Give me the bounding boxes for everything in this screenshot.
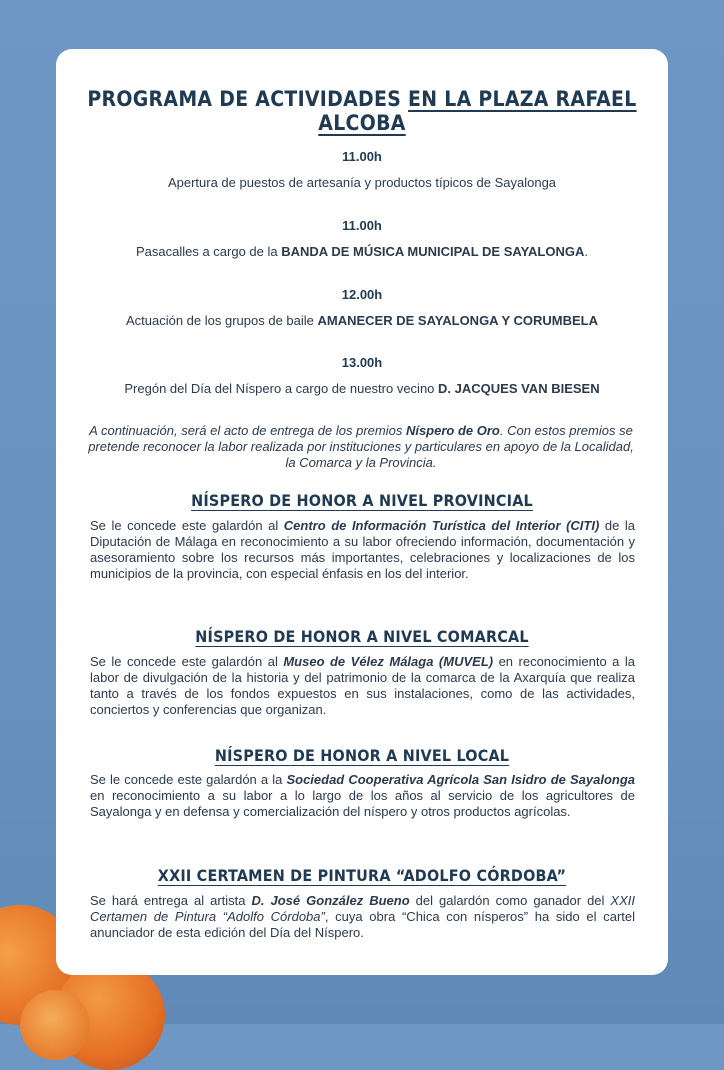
program-card bbox=[56, 49, 668, 975]
section-title-certamen: XXII CERTAMEN DE PINTURA “ADOLFO CÓRDOBA” bbox=[157, 866, 567, 885]
section-title-local: NÍSPERO DE HONOR A NIVEL LOCAL bbox=[214, 746, 510, 765]
schedule-time: 11.00h bbox=[342, 149, 382, 164]
schedule-item bbox=[56, 149, 668, 190]
page-title bbox=[56, 87, 668, 135]
schedule-time: 12.00h bbox=[341, 287, 383, 302]
schedule-item bbox=[56, 287, 668, 328]
section-text-comarcal: Se le concede este galardón al Museo de Vélez Málaga (MUVEL) en reconocimiento a la labor de divulgación de la historia y del patrimonio de la comarca de la Axarquía que realiza tanto a través de los fondos expuestos en sus instalaciones, como de las actividades, conciertos y conferencias que organizan. bbox=[90, 654, 635, 717]
section-title-provincial: NÍSPERO DE HONOR A NIVEL PROVINCIAL bbox=[191, 491, 533, 510]
schedule-description: Actuación de los grupos de baile AMANECER DE SAYALONGA Y CORUMBELA bbox=[125, 313, 599, 328]
schedule-description: Pasacalles a cargo de la BANDA DE MÚSICA MUNICIPAL DE SAYALONGA. bbox=[135, 244, 588, 259]
section-text-provincial: Se le concede este galardón al Centro de Información Turística del Interior (CITI) de la Diputación de Málaga en reconocimiento a su labor ofreciendo información, documentación y asesoramiento sobre los recursos más importantes, celebraciones y localizaciones de los municipios de la provincia, con especial énfasis en los del interior. bbox=[90, 518, 635, 581]
schedule-item bbox=[56, 355, 668, 396]
schedule-item bbox=[56, 218, 668, 259]
schedule-time: 13.00h bbox=[341, 355, 383, 370]
loquat-fruit-decoration bbox=[20, 990, 90, 1060]
schedule-description: Pregón del Día del Níspero a cargo de nuestro vecino D. JACQUES VAN BIESEN bbox=[124, 381, 600, 396]
title-part-2: EN LA PLAZA RAFAEL ALCOBA bbox=[318, 87, 637, 135]
title-part-1: PROGRAMA DE ACTIVIDADES bbox=[87, 87, 402, 111]
awards-intro: A continuación, será el acto de entrega de los premios Níspero de Oro. Con estos premios se pretende reconocer la labor realizada por instituciones y particulares en apoyo de la Localidad, la Comarca y la Provincia. bbox=[88, 423, 634, 470]
section-text-local: Se le concede este galardón a la Sociedad Cooperativa Agrícola San Isidro de Sayalonga en reconocimiento a su labor a lo largo de los años al servicio de los agricultores de Sayalonga y en defensa y comercialización del níspero y otros productos agrícolas. bbox=[90, 772, 635, 819]
section-title-comarcal: NÍSPERO DE HONOR A NIVEL COMARCAL bbox=[195, 627, 529, 646]
schedule-time: 11.00h bbox=[342, 218, 382, 233]
schedule-description: Apertura de puestos de artesanía y productos típicos de Sayalonga bbox=[167, 175, 557, 190]
section-text-certamen: Se hará entrega al artista D. José González Bueno del galardón como ganador del XXII Certamen de Pintura “Adolfo Córdoba”, cuya obra “Chica con nísperos” ha sido el cartel anunciador de esta edición del Día del Níspero. bbox=[90, 893, 635, 940]
